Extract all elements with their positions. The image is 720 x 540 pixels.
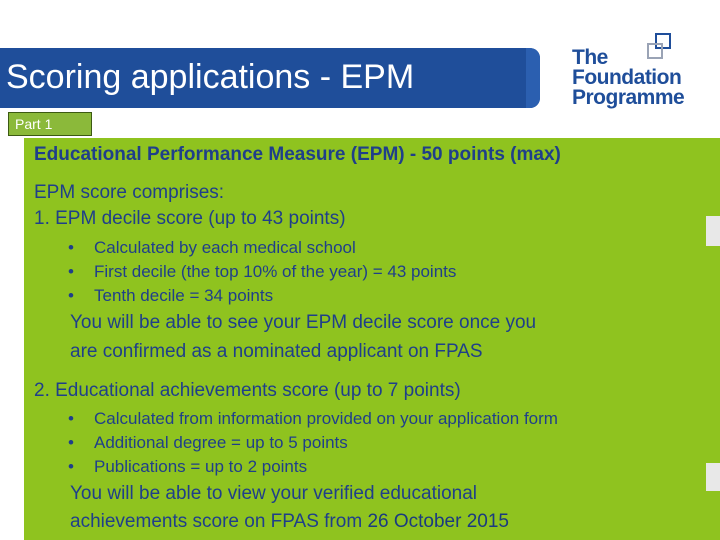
logo-line-foundation: Foundation [572,66,682,89]
content-panel [24,138,720,540]
logo-line-the: The [572,46,608,69]
list-item: • Calculated by each medical school [68,238,356,257]
list-item: • Publications = up to 2 points [68,457,308,476]
panel-edge-strip-top [706,216,720,246]
item-1-title: 1. EPM decile score (up to 43 points) [34,208,346,229]
list-item: • Additional degree = up to 5 points [68,433,348,452]
release-date: 26 October 2015 [367,511,509,532]
section-heading: Educational Performance Measure (EPM) - 50 points (max) [34,144,561,165]
logo-squares-icon [644,32,674,62]
item-1-note-line-1: You will be able to see your EPM decile score once you [70,312,537,333]
item-1-note-line-2: are confirmed as a nominated applicant on FPAS [70,341,483,362]
intro-text: EPM score comprises: [34,182,225,203]
panel-edge-strip-bottom [706,463,720,491]
item-2-title: 2. Educational achievements score (up to 7 points) [34,380,461,401]
item-2-note-line-1: You will be able to view your verified educational [70,483,477,504]
part-tab: Part 1 [8,112,92,136]
foundation-programme-logo [572,30,702,110]
list-item: • Calculated from information provided on your application form [68,409,558,428]
item-2-note-line-2: achievements score on FPAS from 26 October 2015 [70,511,509,532]
list-item: • First decile (the top 10% of the year) = 43 points [68,262,457,281]
page-title: Scoring applications - EPM [6,58,415,96]
logo-line-programme: Programme [572,86,685,109]
list-item: • Tenth decile = 34 points [68,286,274,305]
